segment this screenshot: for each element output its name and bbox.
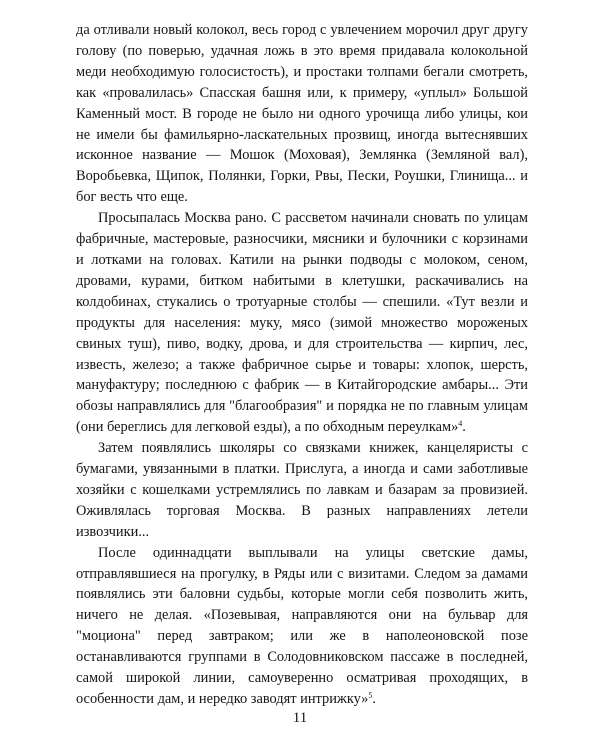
paragraph-1 bbox=[76, 20, 528, 208]
footnote-ref-4: 4 bbox=[458, 419, 463, 429]
page-body bbox=[76, 20, 528, 710]
page-number: 11 bbox=[292, 710, 308, 726]
paragraph-4-text: После одиннадцати выплывали на улицы светские дамы, отправлявшиеся на прогулку, в Ряды или с визитами. Следом за дамами появлялись эти баловни судьбы, которые могли себя позволить жить, ничего не делая. «Позевывая, направляются они на бульвар для "моциона" перед завтраком; или же в наполеоновской позе останавливаются группами в Солодовниковском пассаже в последней, самой широкой линии, самоуверенно осматривая проходящих, в особенности дам, и нередко заводят интрижку» bbox=[76, 544, 528, 707]
paragraph-3 bbox=[76, 438, 528, 543]
paragraph-1-text: да отливали новый колокол, весь город с увлечением морочил друг другу голову (по поверью, удачная ложь в это время придавала колокольной меди необходимую голосистость), и простаки толпами бегали смотреть, как «провалилась» Спасская башня или, к примеру, «уплыл» Большой Каменный мост. В городе не было ни одного урочища либо улицы, кои не имели бы фамильярно-ласкательных прозвищ, иногда вытеснявших исконное название — Мошок (Моховая), Землянка (Земляной вал), Воробьевка, Щипок, Полянки, Горки, Рвы, Пески, Роушки, Глинища... и бог весть что еще. bbox=[76, 22, 528, 206]
paragraph-2: Просыпалась Москва рано. С рассветом начинали сновать по улицам фабричные, мастеровые, разносчики, мясники и булочники с корзинами и лотками на головах. Катили на рынки подводы с молоком, сеном, дровами, курами, битком набитыми в клетушки, раскачивались на колдобинах, стукались о тротуарные столбы — спешили. «Тут везли и продукты для населения: муку, мясо (зимой множество мороженых свиных туш), пиво, водку, дрова, и для строительства — кирпич, лес, известь, железо; а также фабричное сырье и товары: хлопок, шерсть, мануфактуру; последнюю с фабрик — в Китайгородские амбары... Эти обозы направлялись для "благообразия" и порядка не по главным улицам (они береглись для легковой езды), а по обходным переулкам»$^4$. bbox=[76, 210, 528, 436]
paragraph-3-text: Затем появлялись школяры со связками книжек, канцеляристы с бумагами, увязанными в платки. Прислуга, а иногда и сами заботливые хозяйки с кошелками устремлялись по лавкам и базарам за провизией. Оживлялась торговая Москва. В разных направлениях летели извозчики... bbox=[76, 440, 528, 540]
paragraph-2-text: Просыпалась Москва рано. С рассветом начинали сновать по улицам фабричные, мастеровые, разносчики, мясники и булочники с корзинами и лотками на головах. Катили на рынки подводы с молоком, сеном, дровами, курами, битком набитыми в клетушки, раскачивались на колдобинах, стукались о тротуарные столбы — спешили. «Тут везли и продукты для населения: муку, мясо (зимой множество мороженых свиных туш), пиво, водку, дрова, и для строительства — кирпич, лес, известь, железо; а также фабричное сырье и товары: хлопок, шерсть, мануфактуру; последнюю с фабрик — в Китайгородские амбары... Эти обозы направлялись для "благообразия" и порядка не по главным улицам (они береглись для легковой езды), а по обходным переулкам» bbox=[76, 210, 528, 436]
footnote-ref-5: 5 bbox=[368, 691, 373, 700]
paragraph-4: После одиннадцати выплывали на улицы светские дамы, отправлявшиеся на прогулку, в Ряды или с визитами. Следом за дамами появлялись эти баловни судьбы, которые могли себя позволить жить, ничего не делая. «Позевывая, направляются они на бульвар для "моциона" перед завтраком; или же в наполеоновской позе останавливаются группами в Солодовниковском пассаже в последней, самой широкой линии, самоуверенно осматривая проходящих, в особенности дам, и нередко заводят интрижку»$^5$. bbox=[76, 544, 528, 707]
